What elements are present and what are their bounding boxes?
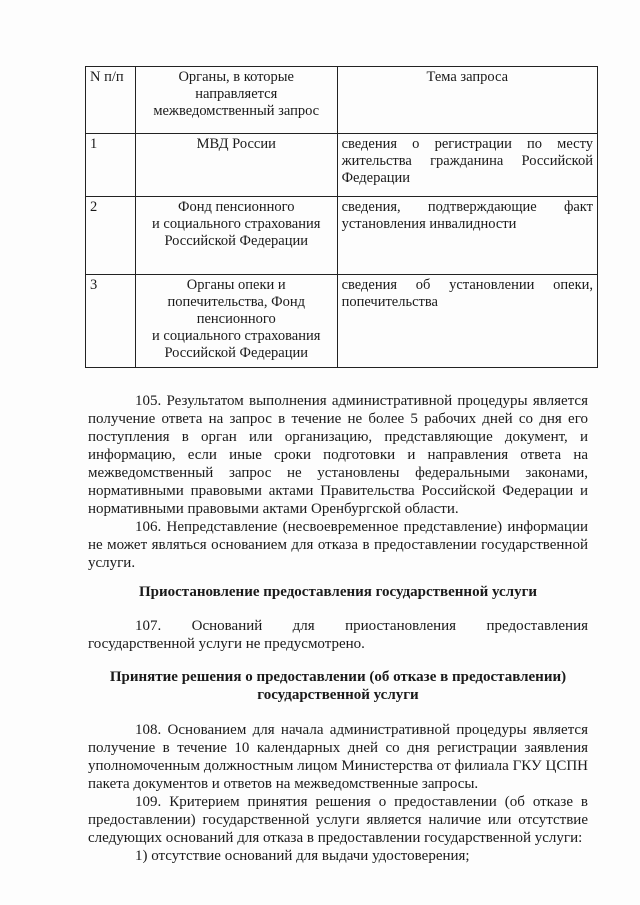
row-topic: сведения о регистрации по месту жительства гражданина Российской Федерации	[337, 134, 597, 197]
row-num: 3	[86, 275, 136, 368]
table-row	[86, 275, 598, 368]
table-row	[86, 197, 598, 275]
row-org: Органы опеки и попечительства, Фонд пенсионного и социального страхования Российской Федерации	[135, 275, 337, 368]
row-num: 1	[86, 134, 136, 197]
paragraph-block-3	[88, 721, 588, 865]
paragraph-108: 108. Основанием для начала административной процедуры является получение в течение 10 календарных дней со дня регистрации заявления уполномоченным должностным лицом Министерства от филиала ГКУ ЦСПН пакета документов и ответов на межведомственные запросы.	[88, 722, 588, 792]
row-num: 2	[86, 197, 136, 275]
paragraph-105: 105. Результатом выполнения административной процедуры является получение ответа на запрос в течение не более 5 рабочих дней со дня его поступления в орган или организацию, представляющие документ, и информацию, если иные сроки подготовки и направления ответа на межведомственный запрос не установлены федеральными законами, нормативными правовыми актами Правительства Российской Федерации и нормативными правовыми актами Оренбургской области.	[88, 393, 588, 517]
header-org: Органы, в которые направляется межведомственный запрос	[135, 67, 337, 134]
header-num: N п/п	[86, 67, 136, 134]
paragraph-107: 107. Оснований для приостановления предоставления государственной услуги не предусмотрено.	[88, 618, 588, 652]
header-topic: Тема запроса	[337, 67, 597, 134]
section-heading-suspension: Приостановление предоставления государственной услуги	[138, 584, 538, 600]
row-org: Фонд пенсионного и социального страхования Российской Федерации	[135, 197, 337, 275]
section-heading-decision-line1: Принятие решения о предоставлении (об отказе в предоставлении)	[109, 669, 567, 685]
section-heading-decision	[88, 668, 588, 704]
paragraph-109: 109. Критерием принятия решения о предоставлении (об отказе в предоставлении) государственной услуги является наличие или отсутствие следующих оснований для отказа в предоставлении государственной услуги:	[88, 794, 588, 846]
row-org: МВД России	[135, 134, 337, 197]
table-row	[86, 134, 598, 197]
table-header-row	[86, 67, 598, 134]
list-item-1: 1) отсутствие оснований для выдачи удостоверения;	[135, 848, 470, 864]
paragraph-block-1	[88, 392, 588, 572]
paragraph-106: 106. Непредставление (несвоевременное представление) информации не может являться основанием для отказа в предоставлении государственной услуги.	[88, 519, 588, 571]
row-topic: сведения об установлении опеки, попечительства	[337, 275, 597, 368]
interagency-request-table	[85, 66, 598, 368]
section-heading-decision-line2: государственной услуги	[257, 687, 419, 703]
row-topic: сведения, подтверждающие факт установления инвалидности	[337, 197, 597, 275]
paragraph-block-2	[88, 617, 588, 653]
